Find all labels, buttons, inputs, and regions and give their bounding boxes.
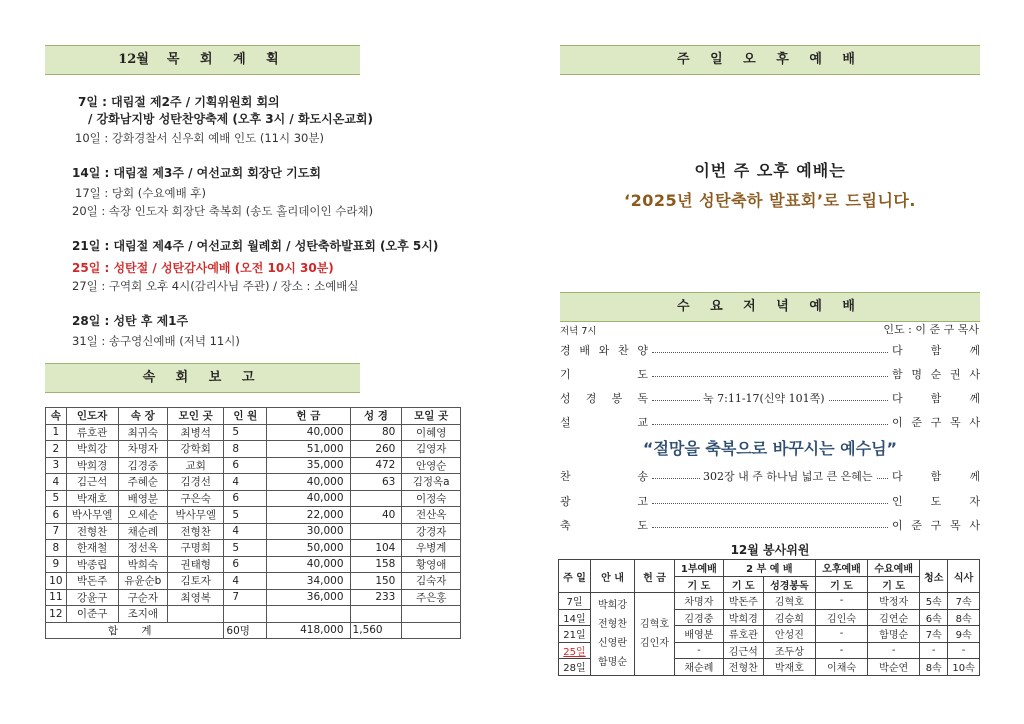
report-row xyxy=(46,457,461,474)
service-cell-meal: 9속 xyxy=(948,626,980,643)
report-row xyxy=(46,589,461,606)
order-label: 광 고 xyxy=(560,495,648,508)
service-cell-wed: 함명순 xyxy=(868,626,920,643)
order-label: 찬 송 xyxy=(560,470,648,483)
total-offering: 418,000 xyxy=(267,622,350,639)
report-cell: 강윤구 xyxy=(66,589,118,606)
report-cell: 교회 xyxy=(168,457,224,474)
report-cell: 정선옥 xyxy=(118,540,168,557)
report-cell: 35,000 xyxy=(267,457,350,474)
report-cell: 63 xyxy=(350,474,402,491)
report-cell: 한재철 xyxy=(66,540,118,557)
report-cell: 차명자 xyxy=(118,441,168,458)
order-detail: 302장 내 주 하나님 넓고 큰 은혜는 xyxy=(700,468,876,484)
report-cell: 80 xyxy=(350,424,402,441)
report-cell: 12 xyxy=(46,606,67,623)
service-cell-evening: 이채숙 xyxy=(815,659,867,676)
head-offering: 헌 금 xyxy=(635,560,675,593)
report-col-header: 헌 금 xyxy=(267,408,350,425)
report-cell: 4 xyxy=(224,523,267,540)
sunday-header xyxy=(560,45,980,75)
schedule-item: 17일 : 당회 (수요예배 후) xyxy=(75,186,206,200)
head-first: 1부예배 xyxy=(675,560,724,577)
report-total-row xyxy=(46,622,461,639)
schedule-item: 10일 : 강화경찰서 신우회 예배 인도 (11시 30분) xyxy=(75,131,324,145)
report-cell: 안영순 xyxy=(402,457,461,474)
head-guide: 안 내 xyxy=(591,560,635,593)
service-cell-meal: 8속 xyxy=(948,609,980,626)
service-cell-pray2: 박희경 xyxy=(723,609,763,626)
order-label: 설 교 xyxy=(560,416,648,429)
report-cell: 김영자 xyxy=(402,441,461,458)
report-cell: 10 xyxy=(46,573,67,590)
report-cell: 최영복 xyxy=(168,589,224,606)
report-row xyxy=(46,474,461,491)
head-week: 주 일 xyxy=(559,560,591,593)
report-cell: 8 xyxy=(46,540,67,557)
service-cell-first: 채순례 xyxy=(675,659,724,676)
service-week: 21일 xyxy=(559,626,591,643)
schedule-item: / 강화남지방 성탄찬양축제 (오후 3시 / 화도시온교회) xyxy=(88,112,373,126)
leader-dots xyxy=(652,376,888,377)
schedule-item: 20일 : 속장 인도자 회장단 축복회 (송도 홀리데이인 수라채) xyxy=(72,204,374,218)
report-cell: 6 xyxy=(46,507,67,524)
service-cell-clean: 5속 xyxy=(920,593,948,610)
order-person: 함 명 순 권 사 xyxy=(892,368,980,381)
head-second: 2 부 예 배 xyxy=(723,560,815,577)
service-cell-wed: 박정자 xyxy=(868,593,920,610)
report-col-header: 속 장 xyxy=(118,408,168,425)
report-cell: 김토자 xyxy=(168,573,224,590)
report-col-header: 모인 곳 xyxy=(168,408,224,425)
sunday-line2: ‘2025년 성탄축하 발표회’로 드립니다. xyxy=(624,191,916,210)
report-cell: 4 xyxy=(224,474,267,491)
report-cell: 박희경 xyxy=(66,457,118,474)
report-cell: 1 xyxy=(46,424,67,441)
report-cell xyxy=(350,606,402,623)
report-cell: 5 xyxy=(224,424,267,441)
report-cell: 7 xyxy=(46,523,67,540)
service-table xyxy=(558,559,980,676)
service-head-row-1 xyxy=(559,560,980,577)
report-cell: 11 xyxy=(46,589,67,606)
leader-dots xyxy=(652,352,888,353)
service-cell-evening: - xyxy=(815,642,867,659)
head-pray3: 기 도 xyxy=(815,576,867,593)
leader-dots xyxy=(652,527,888,528)
service-cell-wed: - xyxy=(868,642,920,659)
service-title: 12월 봉사위원 xyxy=(730,543,810,557)
head-clean: 청소 xyxy=(920,560,948,593)
report-cell xyxy=(350,490,402,507)
service-cell-scripture: 조두상 xyxy=(763,642,815,659)
report-row xyxy=(46,507,461,524)
total-label: 합 계 xyxy=(46,622,224,639)
service-cell-clean: - xyxy=(920,642,948,659)
order-person: 이 준 구 목 사 xyxy=(892,416,980,429)
report-cell: 51,000 xyxy=(267,441,350,458)
report-col-header: 성 경 xyxy=(350,408,402,425)
report-cell: 강경자 xyxy=(402,523,461,540)
service-cell-scripture: 김승희 xyxy=(763,609,815,626)
order-label: 기 도 xyxy=(560,368,648,381)
report-cell: 김근석 xyxy=(66,474,118,491)
service-cell-first: 김경중 xyxy=(675,609,724,626)
report-col-header: 속 xyxy=(46,408,67,425)
service-cell-evening: - xyxy=(815,593,867,610)
leader-dots xyxy=(652,503,888,504)
report-cell: 김경선 xyxy=(168,474,224,491)
report-cell: 233 xyxy=(350,589,402,606)
service-row xyxy=(559,593,980,610)
report-col-header: 인도자 xyxy=(66,408,118,425)
schedule-item: 31일 : 송구영신예배 (저녁 11시) xyxy=(72,334,240,348)
report-cell: 34,000 xyxy=(267,573,350,590)
report-cell: 박종립 xyxy=(66,556,118,573)
service-week: 7일 xyxy=(559,593,591,610)
service-cell-wed: 김연순 xyxy=(868,609,920,626)
report-cell: 박돈주 xyxy=(66,573,118,590)
report-row xyxy=(46,573,461,590)
report-cell: 김경중 xyxy=(118,457,168,474)
report-cell: 3 xyxy=(46,457,67,474)
service-cell-pray2: 박돈주 xyxy=(723,593,763,610)
report-row xyxy=(46,523,461,540)
order-label: 경 배 와 찬 양 xyxy=(560,344,648,357)
report-cell: 채순례 xyxy=(118,523,168,540)
sermon-title: “절망을 축복으로 바꾸시는 예수님” xyxy=(642,439,898,458)
report-cell: 260 xyxy=(350,441,402,458)
schedule-item: 25일 : 성탄절 / 성탄감사예배 (오전 10시 30분) xyxy=(72,261,334,275)
report-cell: 주혜순 xyxy=(118,474,168,491)
service-cell-clean: 8속 xyxy=(920,659,948,676)
total-people: 60명 xyxy=(224,622,267,639)
sunday-line1: 이번 주 오후 예배는 xyxy=(694,161,846,180)
report-cell: 박재호 xyxy=(66,490,118,507)
schedule-header-month: 12월 xyxy=(118,52,149,67)
service-cell-first: 차명자 xyxy=(675,593,724,610)
head-meal: 식사 xyxy=(948,560,980,593)
schedule-item: 21일 : 대림절 제4주 / 여선교회 월례회 / 성탄축하발표회 (오후 5시) xyxy=(72,239,439,253)
order-person: 다 함 께 xyxy=(892,344,980,357)
report-cell: 구명희 xyxy=(168,540,224,557)
service-cell-pray2: 김근석 xyxy=(723,642,763,659)
service-cell-pray2: 류호관 xyxy=(723,626,763,643)
report-row xyxy=(46,441,461,458)
report-cell: 유윤순b xyxy=(118,573,168,590)
order-detail: 눅 7:11-17(신약 101쪽) xyxy=(700,390,828,406)
report-cell: 권태형 xyxy=(168,556,224,573)
report-cell: 김숙자 xyxy=(402,573,461,590)
head-pray: 기 도 xyxy=(675,576,724,593)
report-cell: 구순자 xyxy=(118,589,168,606)
report-row xyxy=(46,556,461,573)
report-cell: 주은홍 xyxy=(402,589,461,606)
service-cell-meal: 7속 xyxy=(948,593,980,610)
service-cell-first: - xyxy=(675,642,724,659)
service-guide: 박희강 전형찬 신영란 함명순 xyxy=(591,593,635,676)
report-cell: 36,000 xyxy=(267,589,350,606)
schedule-item: 28일 : 성탄 후 제1주 xyxy=(72,314,189,328)
report-cell: 40,000 xyxy=(267,474,350,491)
service-cell-wed: 박순연 xyxy=(868,659,920,676)
report-cell xyxy=(168,606,224,623)
report-cell: 이준구 xyxy=(66,606,118,623)
report-cell: 2 xyxy=(46,441,67,458)
service-cell-first: 배영분 xyxy=(675,626,724,643)
service-week: 14일 xyxy=(559,609,591,626)
report-cell: 배영분 xyxy=(118,490,168,507)
service-cell-clean: 7속 xyxy=(920,626,948,643)
report-cell: 40,000 xyxy=(267,424,350,441)
schedule-item: 14일 : 대림절 제3주 / 여선교회 회장단 기도회 xyxy=(72,166,321,180)
report-cell: 158 xyxy=(350,556,402,573)
report-cell: 9 xyxy=(46,556,67,573)
head-scripture: 성경봉독 xyxy=(763,576,815,593)
report-cell: 최병석 xyxy=(168,424,224,441)
report-cell: 150 xyxy=(350,573,402,590)
report-col-header: 인 원 xyxy=(224,408,267,425)
order-person: 이 준 구 목 사 xyxy=(892,519,980,532)
report-header-title: 속 회 보 고 xyxy=(142,370,263,385)
head-evening: 오후예배 xyxy=(815,560,867,577)
report-cell: 8 xyxy=(224,441,267,458)
wed-header-title: 수 요 저 녁 예 배 xyxy=(677,299,863,314)
report-cell: 박사무엘 xyxy=(168,507,224,524)
report-cell: 22,000 xyxy=(267,507,350,524)
sunday-header-title: 주 일 오 후 예 배 xyxy=(677,52,863,67)
service-cell-scripture: 안성진 xyxy=(763,626,815,643)
report-cell: 우병계 xyxy=(402,540,461,557)
schedule-header-rest: 목 회 계 획 xyxy=(166,52,287,67)
report-cell: 오세순 xyxy=(118,507,168,524)
head-pray4: 기 도 xyxy=(868,576,920,593)
schedule-item: 27일 : 구역회 오후 4시(감리사님 주관) / 장소 : 소예배실 xyxy=(72,279,359,293)
report-cell: 박희강 xyxy=(66,441,118,458)
report-cell: 강학회 xyxy=(168,441,224,458)
schedule-header xyxy=(45,45,360,75)
report-row xyxy=(46,424,461,441)
report-cell: 김정옥a xyxy=(402,474,461,491)
service-offering: 김혁호 김인자 xyxy=(635,593,675,676)
report-cell: 류호관 xyxy=(66,424,118,441)
report-cell: 30,000 xyxy=(267,523,350,540)
report-table xyxy=(45,407,461,639)
report-cell: 최귀숙 xyxy=(118,424,168,441)
report-cell xyxy=(402,606,461,623)
report-cell: 4 xyxy=(224,573,267,590)
report-row xyxy=(46,490,461,507)
service-cell-scripture: 김혁호 xyxy=(763,593,815,610)
service-cell-clean: 6속 xyxy=(920,609,948,626)
report-cell: 40 xyxy=(350,507,402,524)
report-cell: 7 xyxy=(224,589,267,606)
service-cell-evening: - xyxy=(815,626,867,643)
total-empty xyxy=(402,622,461,639)
report-cell: 황영애 xyxy=(402,556,461,573)
schedule-item: 7일 : 대림절 제2주 / 기획위원회 회의 xyxy=(78,95,280,109)
order-person: 다 함 께 xyxy=(892,392,980,405)
report-cell: 40,000 xyxy=(267,490,350,507)
report-head-row xyxy=(46,408,461,425)
report-cell: 전형찬 xyxy=(168,523,224,540)
order-label: 축 도 xyxy=(560,519,648,532)
report-cell: 104 xyxy=(350,540,402,557)
report-cell: 전산옥 xyxy=(402,507,461,524)
report-cell: 6 xyxy=(224,457,267,474)
report-cell: 40,000 xyxy=(267,556,350,573)
report-cell: 6 xyxy=(224,490,267,507)
report-cell: 구은숙 xyxy=(168,490,224,507)
service-week: 25일 xyxy=(559,642,591,659)
report-cell: 4 xyxy=(46,474,67,491)
order-person: 다 함 께 xyxy=(892,470,980,483)
service-cell-pray2: 전형찬 xyxy=(723,659,763,676)
report-header xyxy=(45,363,360,393)
report-cell: 50,000 xyxy=(267,540,350,557)
report-cell: 박희숙 xyxy=(118,556,168,573)
report-cell: 6 xyxy=(224,556,267,573)
report-cell xyxy=(224,606,267,623)
total-bible: 1,560 xyxy=(350,622,402,639)
order-person: 인 도 자 xyxy=(892,495,980,508)
service-week: 28일 xyxy=(559,659,591,676)
report-cell: 5 xyxy=(224,507,267,524)
report-cell: 이혜영 xyxy=(402,424,461,441)
report-col-header: 모일 곳 xyxy=(402,408,461,425)
report-row xyxy=(46,606,461,623)
report-cell: 조지애 xyxy=(118,606,168,623)
service-cell-evening: 김인숙 xyxy=(815,609,867,626)
leader-dots xyxy=(652,424,888,425)
report-row xyxy=(46,540,461,557)
wed-time: 저녁 7시 xyxy=(560,326,597,337)
service-cell-scripture: 박재호 xyxy=(763,659,815,676)
wed-leader: 인도 : 이 준 구 목사 xyxy=(883,323,979,336)
report-cell: 전형찬 xyxy=(66,523,118,540)
order-label: 성 경 봉 독 xyxy=(560,392,648,405)
head-wed: 수요예배 xyxy=(868,560,920,577)
report-cell: 이정숙 xyxy=(402,490,461,507)
report-cell: 5 xyxy=(224,540,267,557)
report-cell xyxy=(267,606,350,623)
report-cell xyxy=(350,523,402,540)
head-pray2: 기 도 xyxy=(723,576,763,593)
service-cell-meal: 10속 xyxy=(948,659,980,676)
service-cell-meal: - xyxy=(948,642,980,659)
report-cell: 5 xyxy=(46,490,67,507)
wed-header xyxy=(560,292,980,322)
report-cell: 박사무엘 xyxy=(66,507,118,524)
report-cell: 472 xyxy=(350,457,402,474)
